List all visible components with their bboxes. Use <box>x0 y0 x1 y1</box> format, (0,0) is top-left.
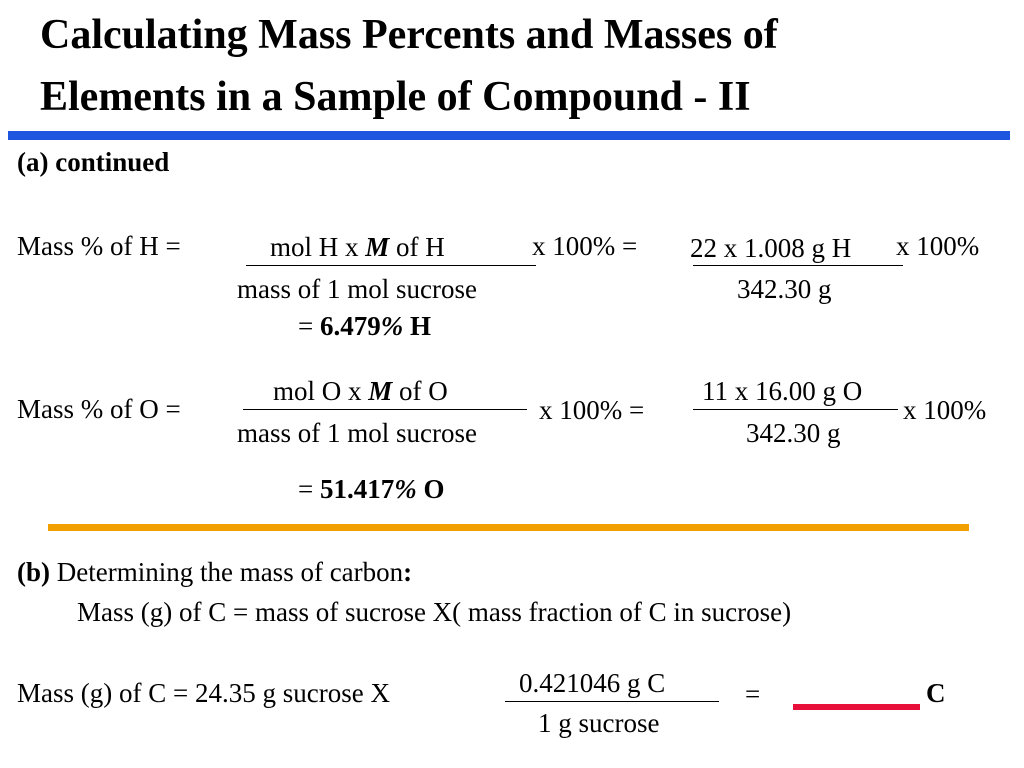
h-numerator-prefix: mol H x <box>270 232 366 262</box>
o-numeric-denominator: 342.30 g <box>746 418 841 448</box>
o-result-percent: % <box>394 474 417 504</box>
part-a-heading: (a) continued <box>17 147 170 177</box>
carbon-fraction-denominator: 1 g sucrose <box>538 708 660 738</box>
carbon-calc-lhs: Mass (g) of C = 24.35 g sucrose X <box>17 678 390 708</box>
slide-title-line-2: Elements in a Sample of Compound - II <box>40 74 751 120</box>
answer-blank <box>793 704 920 710</box>
part-b-heading <box>17 557 412 587</box>
h-fraction-numerator <box>270 232 445 262</box>
o-numeric-numerator: 11 x 16.00 g O <box>702 376 863 406</box>
h-times-100: x 100% <box>896 231 980 261</box>
o-fraction-denominator: mass of 1 mol sucrose <box>237 418 477 448</box>
h-fraction-bar <box>246 265 536 266</box>
o-result-value: 51.417 <box>319 474 395 504</box>
h-fraction-denominator: mass of 1 mol sucrose <box>237 274 477 304</box>
h-numeric-denominator: 342.30 g <box>737 274 832 304</box>
part-b-label: (b) <box>17 557 50 587</box>
carbon-calc-equals: = <box>745 679 761 709</box>
o-times-100-equals: x 100% = <box>539 395 645 425</box>
mass-percent-o-label: Mass % of O = <box>17 394 181 424</box>
h-result-element: H <box>403 311 431 341</box>
carbon-fraction-numerator: 0.421046 g C <box>519 668 666 698</box>
section-divider <box>48 524 969 531</box>
o-times-100: x 100% <box>903 395 987 425</box>
o-fraction-numerator <box>273 376 448 406</box>
h-result-equals: = <box>298 311 320 341</box>
slide-title-line-1: Calculating Mass Percents and Masses of <box>40 12 778 58</box>
h-result-percent: % <box>380 311 404 341</box>
molar-mass-symbol: M <box>365 232 390 262</box>
o-fraction-bar <box>243 409 527 410</box>
o-numeric-fraction-bar <box>693 409 898 410</box>
h-numeric-numerator: 22 x 1.008 g H <box>690 233 852 263</box>
o-result-element: O <box>416 474 445 504</box>
h-times-100-equals: x 100% = <box>532 231 638 261</box>
part-b-heading-text: Determining the mass of carbon <box>50 557 404 587</box>
o-result <box>298 474 445 504</box>
title-rule <box>8 131 1010 140</box>
mass-percent-h-label: Mass % of H = <box>17 231 181 261</box>
h-result <box>298 311 431 341</box>
carbon-mass-formula: Mass (g) of C = mass of sucrose X( mass fraction of C in sucrose) <box>77 597 792 627</box>
o-numerator-prefix: mol O x <box>273 376 369 406</box>
h-numerator-suffix: of H <box>389 232 445 262</box>
carbon-fraction-bar <box>505 701 719 702</box>
h-numeric-fraction-bar <box>693 265 903 266</box>
o-numerator-suffix: of O <box>392 376 448 406</box>
o-result-equals: = <box>298 474 320 504</box>
part-b-heading-colon: : <box>403 557 413 587</box>
carbon-unit: C <box>926 678 946 708</box>
h-result-value: 6.479 <box>319 311 381 341</box>
molar-mass-symbol: M <box>368 376 393 406</box>
